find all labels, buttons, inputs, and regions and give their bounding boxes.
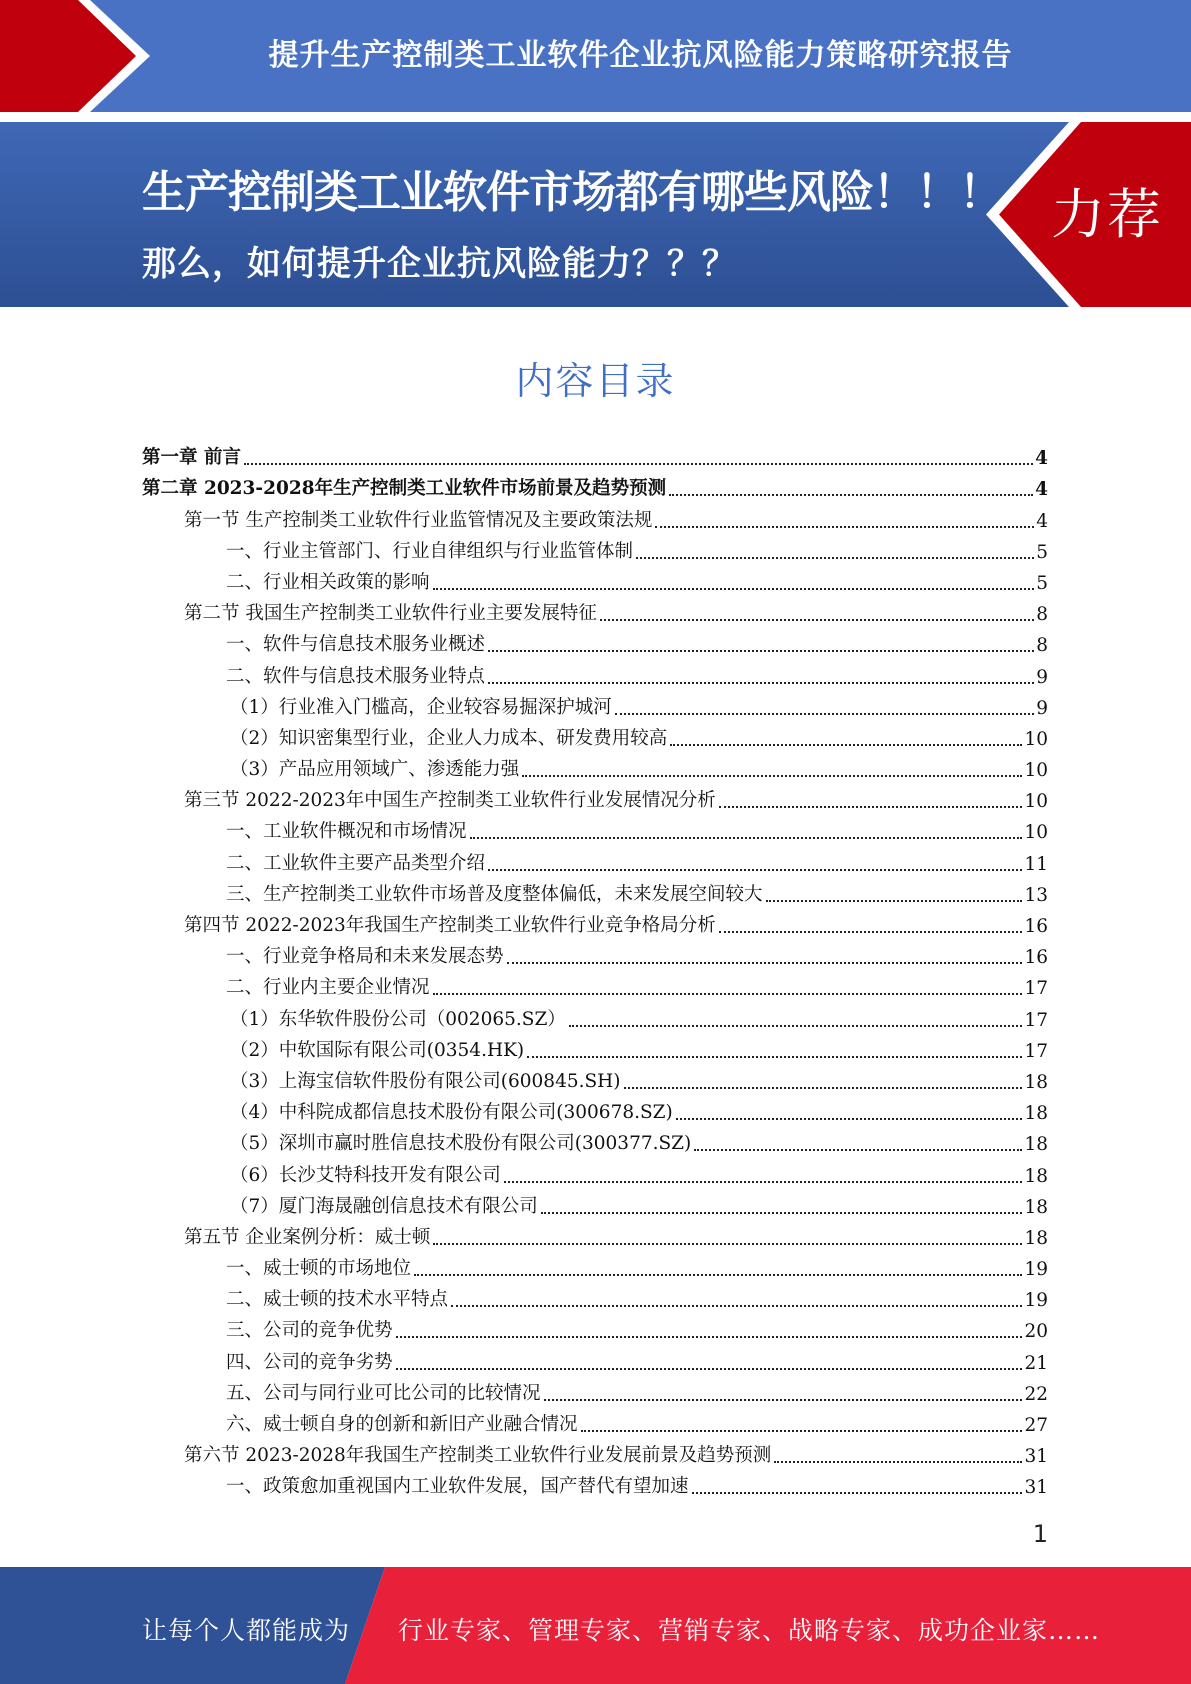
- toc-entry[interactable]: [142, 906, 1048, 937]
- toc-entry-page: 18: [1024, 1103, 1048, 1125]
- toc-entry-page: 19: [1024, 1259, 1048, 1281]
- toc-entry-label: 一、行业竞争格局和未来发展态势: [226, 946, 504, 968]
- toc-dot-leader: [692, 1478, 1023, 1494]
- toc-entry-page: 10: [1024, 760, 1048, 782]
- toc-dot-leader: [676, 1104, 1023, 1120]
- toc-entry[interactable]: [142, 1093, 1048, 1124]
- toc-dot-leader: [244, 449, 1033, 465]
- toc-entry-label: 一、软件与信息技术服务业概述: [226, 634, 486, 656]
- toc-entry[interactable]: [142, 719, 1048, 750]
- toc-dot-leader: [451, 1291, 1022, 1307]
- toc-entry[interactable]: [142, 875, 1048, 906]
- toc-dot-leader: [669, 480, 1033, 496]
- toc-entry[interactable]: [142, 999, 1048, 1030]
- footer-slogan-prefix: 让每个人都能成为: [142, 1616, 351, 1645]
- toc-entry-page: 9: [1036, 697, 1048, 719]
- toc-entry-label: （2）知识密集型行业，企业人力成本、研发费用较高: [230, 727, 668, 749]
- toc-entry[interactable]: [142, 688, 1048, 719]
- footer-slogan-roles: 行业专家、管理专家、营销专家、战略专家、成功企业家……: [398, 1616, 1101, 1645]
- toc-dot-leader: [396, 1354, 1023, 1370]
- toc-entry[interactable]: [142, 1031, 1048, 1062]
- toc-entry-page: 10: [1024, 728, 1048, 750]
- banner-subline: 那么，如何提升企业抗风险能力？？？: [142, 244, 737, 284]
- toc-entry-label: 一、政策愈加重视国内工业软件发展，国产替代有望加速: [226, 1476, 689, 1498]
- toc-entry[interactable]: [142, 1405, 1048, 1436]
- toc-entry-page: 8: [1036, 604, 1048, 626]
- toc-entry[interactable]: [142, 1124, 1048, 1155]
- toc-entry[interactable]: [142, 1187, 1048, 1218]
- toc-dot-leader: [624, 1073, 1023, 1089]
- toc-entry-label: 二、行业内主要企业情况: [226, 977, 430, 999]
- toc-entry[interactable]: [142, 1374, 1048, 1405]
- toc-dot-leader: [488, 636, 1034, 652]
- toc-entry-page: 16: [1024, 916, 1048, 937]
- toc-dot-leader: [488, 855, 1022, 871]
- toc-entry-page: 4: [1035, 479, 1048, 501]
- toc-entry-page: 20: [1024, 1321, 1048, 1343]
- toc-dot-leader: [670, 730, 1022, 746]
- toc-entry[interactable]: [142, 1311, 1048, 1342]
- toc-entry-page: 18: [1024, 1134, 1048, 1156]
- toc-entry-label: 六、威士顿自身的创新和新旧产业融合情况: [226, 1414, 578, 1435]
- toc-entry-label: 三、公司的竞争优势: [226, 1320, 393, 1342]
- toc-dot-leader: [433, 1229, 1022, 1245]
- toc-entry[interactable]: [142, 1280, 1048, 1311]
- toc-entry-label: 第六节 2023-2028年我国生产控制类工业软件行业发展前景及趋势预测: [184, 1445, 772, 1467]
- toc-entry-label: 一、工业软件概况和市场情况: [226, 821, 467, 843]
- toc-entry-page: 18: [1024, 1071, 1048, 1093]
- toc-entry[interactable]: [142, 1218, 1048, 1249]
- toc-entry-label: 一、威士顿的市场地位: [226, 1258, 412, 1280]
- toc-entry-label: 第二章 2023-2028年生产控制类工业软件市场前景及趋势预测: [142, 478, 667, 500]
- toc-dot-leader: [414, 1260, 1022, 1276]
- toc-entry[interactable]: [142, 438, 1048, 469]
- toc-entry-label: （7）厦门海晟融创信息技术有限公司: [230, 1195, 538, 1217]
- toc-entry[interactable]: [142, 1062, 1048, 1093]
- toc-dot-leader: [522, 761, 1022, 777]
- toc-entry-page: 18: [1024, 1165, 1048, 1187]
- toc-entry-label: 二、工业软件主要产品类型介绍: [226, 852, 486, 874]
- toc-dot-leader: [600, 605, 1034, 621]
- toc-dot-leader: [541, 1198, 1023, 1214]
- toc-entry-label: 第一节 生产控制类工业软件行业监管情况及主要政策法规: [184, 509, 653, 531]
- toc-entry-label: 五、公司与同行业可比公司的比较情况: [226, 1382, 541, 1404]
- toc-entry-label: 一、行业主管部门、行业自律组织与行业监管体制: [226, 540, 634, 562]
- toc-entry-page: 31: [1024, 1446, 1048, 1468]
- page-number: 1: [1032, 1520, 1048, 1548]
- toc-entry-page: 5: [1036, 572, 1048, 594]
- toc-dot-leader: [433, 574, 1035, 590]
- toc-dot-leader: [719, 792, 1023, 808]
- banner-headline: 生产控制类工业软件市场都有哪些风险！！！: [142, 167, 1002, 218]
- toc-entry-page: 31: [1024, 1477, 1048, 1499]
- toc-entry-label: 第二节 我国生产控制类工业软件行业主要发展特征: [184, 603, 597, 625]
- toc-entry[interactable]: [142, 1467, 1048, 1498]
- toc-entry[interactable]: [142, 1342, 1048, 1373]
- toc-entry[interactable]: [142, 625, 1048, 656]
- toc-entry-label: 第三节 2022-2023年中国生产控制类工业软件行业发展情况分析: [184, 790, 716, 812]
- toc-entry[interactable]: [142, 812, 1048, 843]
- toc-entry-page: 21: [1024, 1352, 1048, 1374]
- toc-entry-label: （4）中科院成都信息技术股份有限公司(300678.SZ): [230, 1102, 673, 1124]
- toc-entry-label: 第四节 2022-2023年我国生产控制类工业软件行业竞争格局分析: [184, 915, 716, 936]
- toc-entry[interactable]: [142, 1155, 1048, 1186]
- footer-bar: [0, 1567, 1191, 1684]
- toc-entry[interactable]: [142, 937, 1048, 968]
- toc-entry[interactable]: [142, 532, 1048, 563]
- toc-entry-page: 16: [1024, 947, 1048, 969]
- toc-dot-leader: [569, 1011, 1023, 1027]
- toc-dot-leader: [433, 979, 1023, 995]
- toc-entry[interactable]: [142, 843, 1048, 874]
- toc-entry-label: 二、行业相关政策的影响: [226, 571, 430, 593]
- report-title: 提升生产控制类工业软件企业抗风险能力策略研究报告: [268, 38, 1013, 73]
- toc-entry-label: （6）长沙艾特科技开发有限公司: [230, 1164, 501, 1186]
- toc-entry-label: （1）东华软件股份公司（002065.SZ）: [230, 1008, 566, 1030]
- toc-entry-page: 5: [1036, 541, 1048, 563]
- toc-entry[interactable]: [142, 1249, 1048, 1280]
- toc-entry-page: 10: [1024, 822, 1048, 844]
- toc-dot-leader: [774, 1447, 1022, 1463]
- toc-entry[interactable]: [142, 594, 1048, 625]
- toc-entry-page: 17: [1024, 1009, 1048, 1031]
- toc-entry[interactable]: [142, 968, 1048, 999]
- toc-dot-leader: [636, 543, 1034, 559]
- toc-entry[interactable]: [142, 750, 1048, 781]
- toc-entry-page: 22: [1024, 1383, 1048, 1405]
- toc-entry-page: 4: [1035, 448, 1048, 470]
- toc-entry[interactable]: [142, 563, 1048, 594]
- toc-entry-label: 第一章 前言: [142, 447, 241, 469]
- toc-entry-label: （2）中软国际有限公司(0354.HK): [230, 1039, 525, 1061]
- toc-entry[interactable]: [142, 1436, 1048, 1467]
- toc-entry-label: 四、公司的竞争劣势: [226, 1351, 393, 1373]
- toc-entry-page: 11: [1024, 853, 1048, 875]
- toc-dot-leader: [766, 886, 1023, 902]
- toc-entry-page: 18: [1024, 1196, 1048, 1218]
- toc-entry-label: 二、软件与信息技术服务业特点: [226, 665, 486, 687]
- toc-entry-label: 第五节 企业案例分析：威士顿: [184, 1226, 431, 1248]
- recommend-badge: 力荐: [1051, 183, 1163, 246]
- toc-entry-page: 10: [1024, 791, 1048, 813]
- toc-entry-page: 9: [1036, 666, 1048, 688]
- toc-entry-label: 三、生产控制类工业软件市场普及度整体偏低，未来发展空间较大: [226, 883, 763, 905]
- toc-dot-leader: [488, 668, 1034, 684]
- toc-entry-page: 27: [1024, 1415, 1048, 1436]
- toc-dot-leader: [396, 1322, 1023, 1338]
- toc-title: 内容目录: [515, 359, 676, 403]
- toc-entry-page: 13: [1024, 884, 1048, 906]
- top-header-bar: [0, 0, 1191, 112]
- toc-entry-page: 18: [1024, 1227, 1048, 1249]
- toc-entry-page: 17: [1024, 1040, 1048, 1062]
- toc-entry[interactable]: [142, 500, 1048, 531]
- toc-dot-leader: [504, 1167, 1023, 1183]
- red-chevron-decoration: [0, 0, 160, 112]
- toc-dot-leader: [527, 1042, 1022, 1058]
- toc-entry[interactable]: [142, 656, 1048, 687]
- toc-dot-leader: [694, 1135, 1022, 1151]
- toc-entry-page: 19: [1024, 1290, 1048, 1312]
- toc-entry-label: （3）上海宝信软件股份有限公司(600845.SH): [230, 1070, 621, 1092]
- toc-dot-leader: [544, 1385, 1023, 1401]
- toc-entry-label: （1）行业准入门槛高，企业较容易掘深护城河: [230, 696, 612, 718]
- toc-entry[interactable]: [142, 469, 1048, 500]
- toc-dot-leader: [581, 1416, 1023, 1432]
- toc-dot-leader: [507, 948, 1023, 964]
- toc-entry-page: 8: [1036, 635, 1048, 657]
- toc-entry-label: （5）深圳市赢时胜信息技术股份有限公司(300377.SZ): [230, 1133, 692, 1155]
- toc-entry-label: 二、威士顿的技术水平特点: [226, 1289, 449, 1311]
- toc-entry-page: 4: [1036, 510, 1048, 532]
- toc-dot-leader: [655, 512, 1034, 528]
- toc-entry-page: 17: [1024, 978, 1048, 1000]
- toc-dot-leader: [719, 917, 1023, 933]
- table-of-contents: [142, 438, 1048, 1498]
- toc-dot-leader: [615, 699, 1034, 715]
- toc-entry-label: （3）产品应用领域广、渗透能力强: [230, 759, 520, 781]
- headline-banner: [0, 122, 1191, 307]
- toc-entry[interactable]: [142, 781, 1048, 812]
- toc-dot-leader: [470, 823, 1023, 839]
